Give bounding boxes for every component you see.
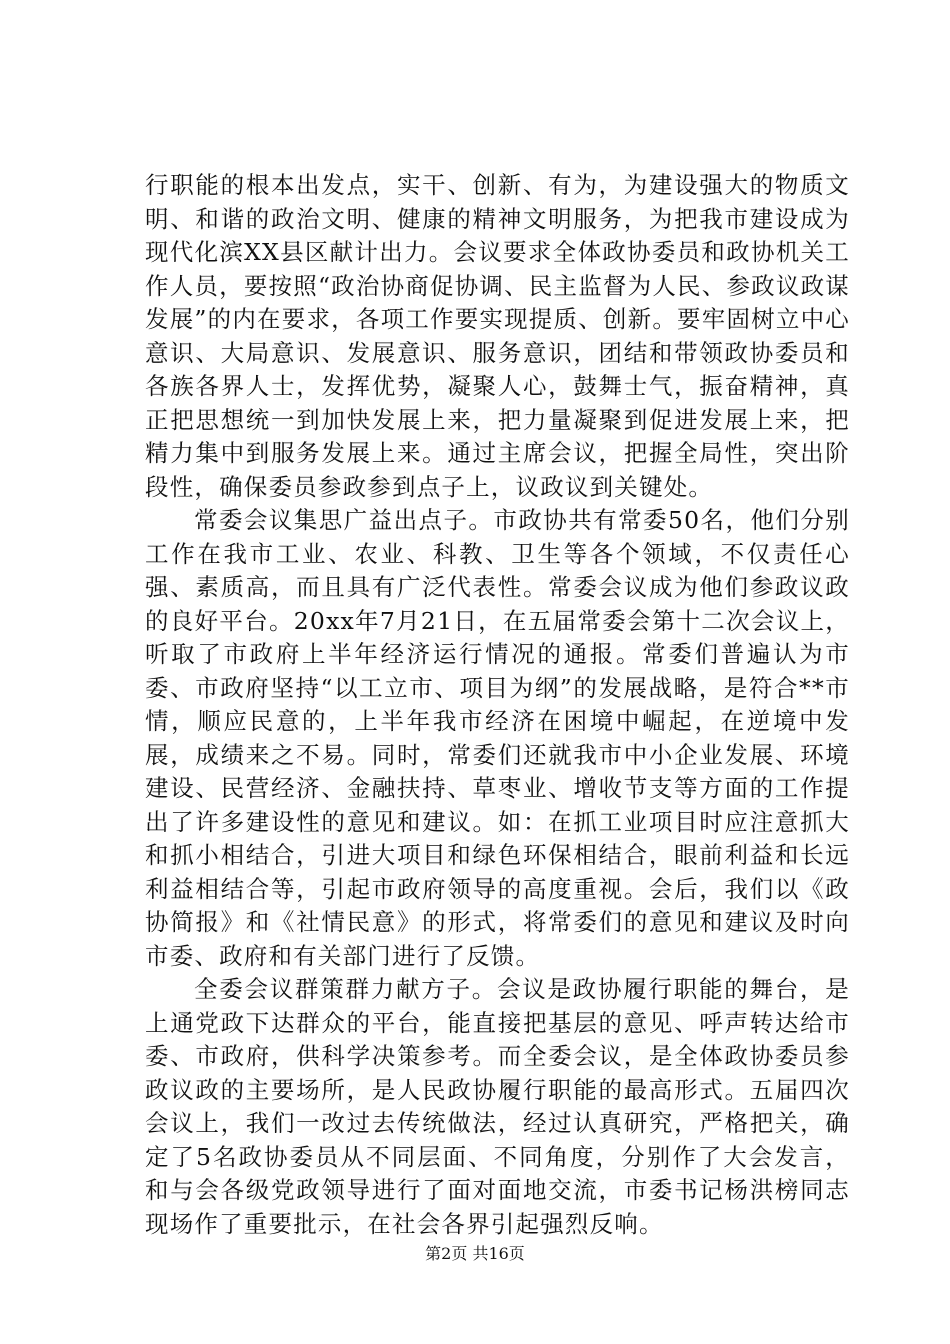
paragraph-2: 常委会议集思广益出点子。市政协共有常委50名，他们分别工作在我市工业、农业、科教、卫生等各个领域，不仅责任心强、素质高，而且具有广泛代表性。常委会议成为他们参政议政的良好平台。20xx年7月21日，在五届常委会第十二次会议上，听取了市政府上半年经济运行情况的通报。常委们普遍认为市委、市政府坚持“以工立市、项目为纲”的发展战略，是符合**市情，顺应民意的，上半年我市经济在困境中崛起，在逆境中发展，成绩来之不易。同时，常委们还就我市中小企业发展、环境建设、民营经济、金融扶持、草枣业、增收节支等方面的工作提出了许多建设性的意见和建议。如：在抓工业项目时应注意抓大和抓小相结合，引进大项目和绿色环保相结合，眼前利益和长远利益相结合等，引起市政府领导的高度重视。会后，我们以《政协简报》和《社情民意》的形式，将常委们的意见和建议及时向市委、政府和有关部门进行了反馈。 [145, 506, 850, 970]
paragraph-1: 行职能的根本出发点，实干、创新、有为，为建设强大的物质文明、和谐的政治文明、健康的精神文明服务，为把我市建设成为现代化滨XX县区献计出力。会议要求全体政协委员和政协机关工作人员，要按照“政治协商促协调、民主监督为人民、参政议政谋发展”的内在要求，各项工作要实现提质、创新。要牢固树立中心意识、大局意识、发展意识、服务意识，团结和带领政协委员和各族各界人士，发挥优势，凝聚人心，鼓舞士气，振奋精神，真正把思想统一到加快发展上来，把力量凝聚到促进发展上来，把精力集中到服务发展上来。通过主席会议，把握全局性，突出阶段性，确保委员参政参到点子上，议政议到关键处。 [145, 171, 850, 501]
paragraph-3: 全委会议群策群力献方子。会议是政协履行职能的舞台，是上通党政下达群众的平台，能直接把基层的意见、呼声转达给市委、市政府，供科学决策参考。而全委会议，是全体政协委员参政议政的主要场所，是人民政协履行职能的最高形式。五届四次会议上，我们一改过去传统做法，经过认真研究，严格把关，确定了5名政协委员从不同层面、不同角度，分别作了大会发言，和与会各级党政领导进行了面对面地交流，市委书记杨洪榜同志现场作了重要批示，在社会各界引起强烈反响。 [145, 975, 850, 1238]
document-body [145, 169, 850, 1241]
page-number-footer: 第2页 共16页 [425, 1244, 525, 1263]
